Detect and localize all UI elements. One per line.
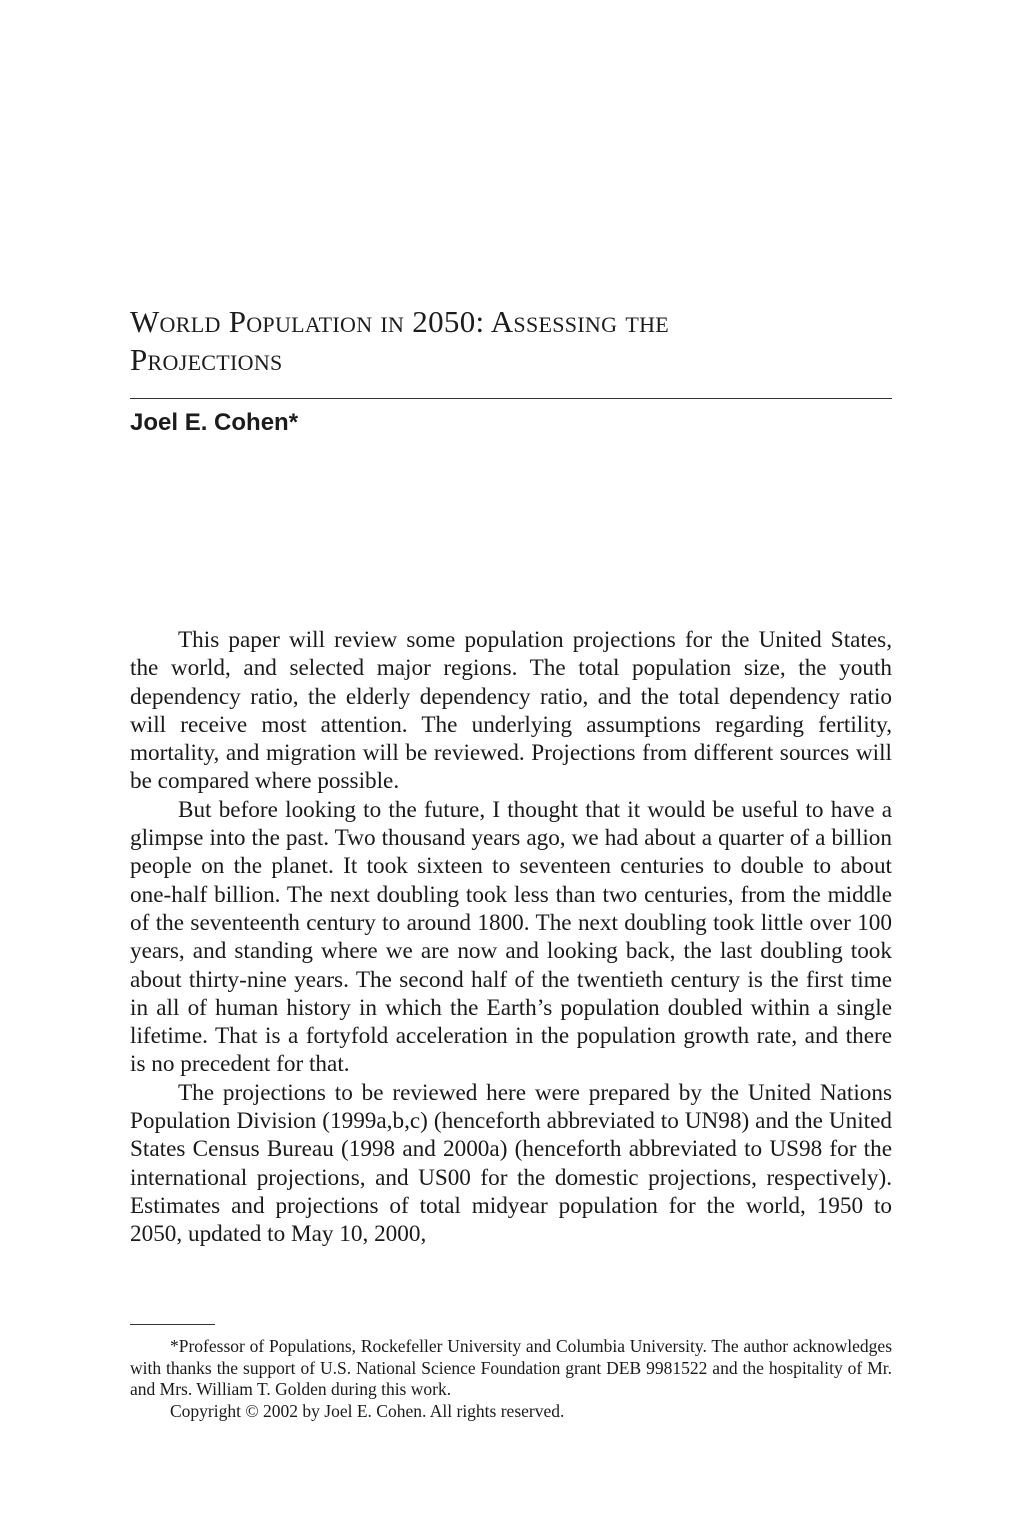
title-rule [130, 398, 892, 399]
paragraph-3: The projections to be reviewed here were prepared by the United Nations Population Division (1999a,b,c) (henceforth abbreviated to UN98) and the United States Census Bureau (1998 and 2000a) (henceforth abbreviated to US98 for the international projections, and US00 for the domestic projections, respectively). Estimates and projections of total midyear population for the world, 1950 to 2050, updated to May 10, 2000, [130, 1079, 892, 1248]
footnote-affiliation: *Professor of Populations, Rockefeller University and Columbia University. The author acknowledges with thanks the support of U.S. National Science Foundation grant DEB 9981522 and the hospitality of Mr. and Mrs. William T. Golden during this work. [130, 1336, 892, 1399]
paragraph-1: This paper will review some population projections for the United States, the world, and selected major regions. The total population size, the youth dependency ratio, the elderly dependency ratio, and the total dependency ratio will receive most attention. The underlying assumptions regarding fertility, mortality, and migration will be reviewed. Projections from different sources will be compared where possible. [130, 627, 892, 795]
paper-page [130, 0, 892, 1533]
title-line-2: Projections [130, 342, 283, 377]
footnotes [130, 1336, 892, 1422]
paragraph-2: But before looking to the future, I thought that it would be useful to have a glimpse into the past. Two thousand years ago, we had about a quarter of a billion people on the planet. It took sixteen to seventeen centuries to double to about one-half billion. The next doubling took less than two centuries, from the middle of the seventeenth century to around 1800. The next doubling took little over 100 years, and standing where we are now and looking back, the last doubling took about thirty-nine years. The second half of the twentieth century is the first time in all of human history in which the Earth’s population doubled within a single lifetime. That is a fortyfold acceleration in the population growth rate, and there is no precedent for that. [130, 796, 892, 1078]
footnote-copyright: Copyright © 2002 by Joel E. Cohen. All rights reserved. [170, 1400, 565, 1421]
paper-title [130, 303, 892, 379]
title-line-1: World Population in 2050: Assessing the [130, 304, 670, 339]
footnote-rule [130, 1324, 215, 1325]
author-name: Joel E. Cohen* [130, 409, 299, 436]
body-text [130, 626, 892, 1249]
